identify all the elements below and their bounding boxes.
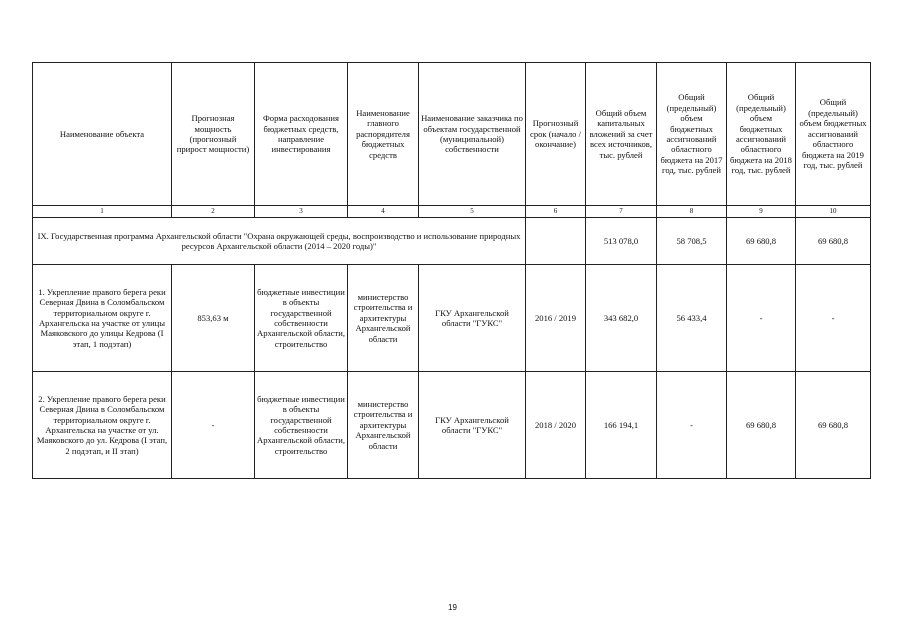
table-row (33, 265, 871, 372)
budget-2017: 56 433,4 (657, 265, 727, 372)
object-name: 2. Укрепление правого берега реки Северная Двина в Соломбальском территориальном округе г. Архангельска на участке от ул. Маяковского до ул. Кедрова (I этап, 2 подэтап, и II этап) (33, 372, 172, 479)
period: 2018 / 2020 (526, 372, 586, 479)
budget-manager: министерство строительства и архитектуры Архангельской области (348, 265, 419, 372)
object-capacity: 853,63 м (172, 265, 255, 372)
program-2018: 69 680,8 (727, 218, 796, 265)
header-spending-form: Форма расходования бюджетных средств, направление инвестирования (255, 63, 348, 206)
table-row (33, 372, 871, 479)
column-number-row (33, 206, 871, 218)
budget-2018: 69 680,8 (727, 372, 796, 479)
column-number: 6 (526, 206, 586, 218)
program-section-row (33, 218, 871, 265)
header-period: Прогнозный срок (начало / окончание) (526, 63, 586, 206)
header-budget-2017: Общий (предельный) объем бюджетных ассигнований областного бюджета на 2017 год, тыс. рублей (657, 63, 727, 206)
object-name: 1. Укрепление правого берега реки Северная Двина в Соломбальском территориальном округе г. Архангельска на участке от улицы Маяковского до улицы Кедрова (I этап, 1 подэтап) (33, 265, 172, 372)
header-object-name: Наименование объекта (33, 63, 172, 206)
budget-2017: - (657, 372, 727, 479)
period: 2016 / 2019 (526, 265, 586, 372)
column-number: 3 (255, 206, 348, 218)
header-capacity: Прогнозная мощность (прогнозный прирост мощности) (172, 63, 255, 206)
program-period-cell (526, 218, 586, 265)
column-number: 5 (419, 206, 526, 218)
spending-form: бюджетные инвестиции в объекты государственной собственности Архангельской области, строительство (255, 265, 348, 372)
column-number: 4 (348, 206, 419, 218)
column-number: 1 (33, 206, 172, 218)
header-total-investment: Общий объем капитальных вложений за счет всех источников, тыс. рублей (586, 63, 657, 206)
customer: ГКУ Архангельской области "ГУКС" (419, 265, 526, 372)
program-total: 513 078,0 (586, 218, 657, 265)
column-number: 7 (586, 206, 657, 218)
column-number: 9 (727, 206, 796, 218)
column-number: 2 (172, 206, 255, 218)
program-2017: 58 708,5 (657, 218, 727, 265)
budget-2019: 69 680,8 (796, 372, 871, 479)
budget-2019: - (796, 265, 871, 372)
header-customer: Наименование заказчика по объектам государственной (муниципальной) собственности (419, 63, 526, 206)
program-title: IX. Государственная программа Архангельской области "Охрана окружающей среды, воспроизводство и использование природных ресурсов Архангельской области (2014 – 2020 годы)" (33, 218, 526, 265)
column-number: 8 (657, 206, 727, 218)
total-investment: 343 682,0 (586, 265, 657, 372)
customer: ГКУ Архангельской области "ГУКС" (419, 372, 526, 479)
header-row (33, 63, 871, 206)
header-budget-2019: Общий (предельный) объем бюджетных ассигнований областного бюджета на 2019 год, тыс. рублей (796, 63, 871, 206)
spending-form: бюджетные инвестиции в объекты государственной собственности Архангельской области, строительство (255, 372, 348, 479)
header-budget-2018: Общий (предельный) объем бюджетных ассигнований областного бюджета на 2018 год, тыс. рублей (727, 63, 796, 206)
object-capacity: - (172, 372, 255, 479)
capital-investment-table (32, 62, 871, 479)
page-number: 19 (448, 603, 457, 612)
budget-manager: министерство строительства и архитектуры Архангельской области (348, 372, 419, 479)
budget-2018: - (727, 265, 796, 372)
header-budget-manager: Наименование главного распорядителя бюджетных средств (348, 63, 419, 206)
column-number: 10 (796, 206, 871, 218)
total-investment: 166 194,1 (586, 372, 657, 479)
program-2019: 69 680,8 (796, 218, 871, 265)
